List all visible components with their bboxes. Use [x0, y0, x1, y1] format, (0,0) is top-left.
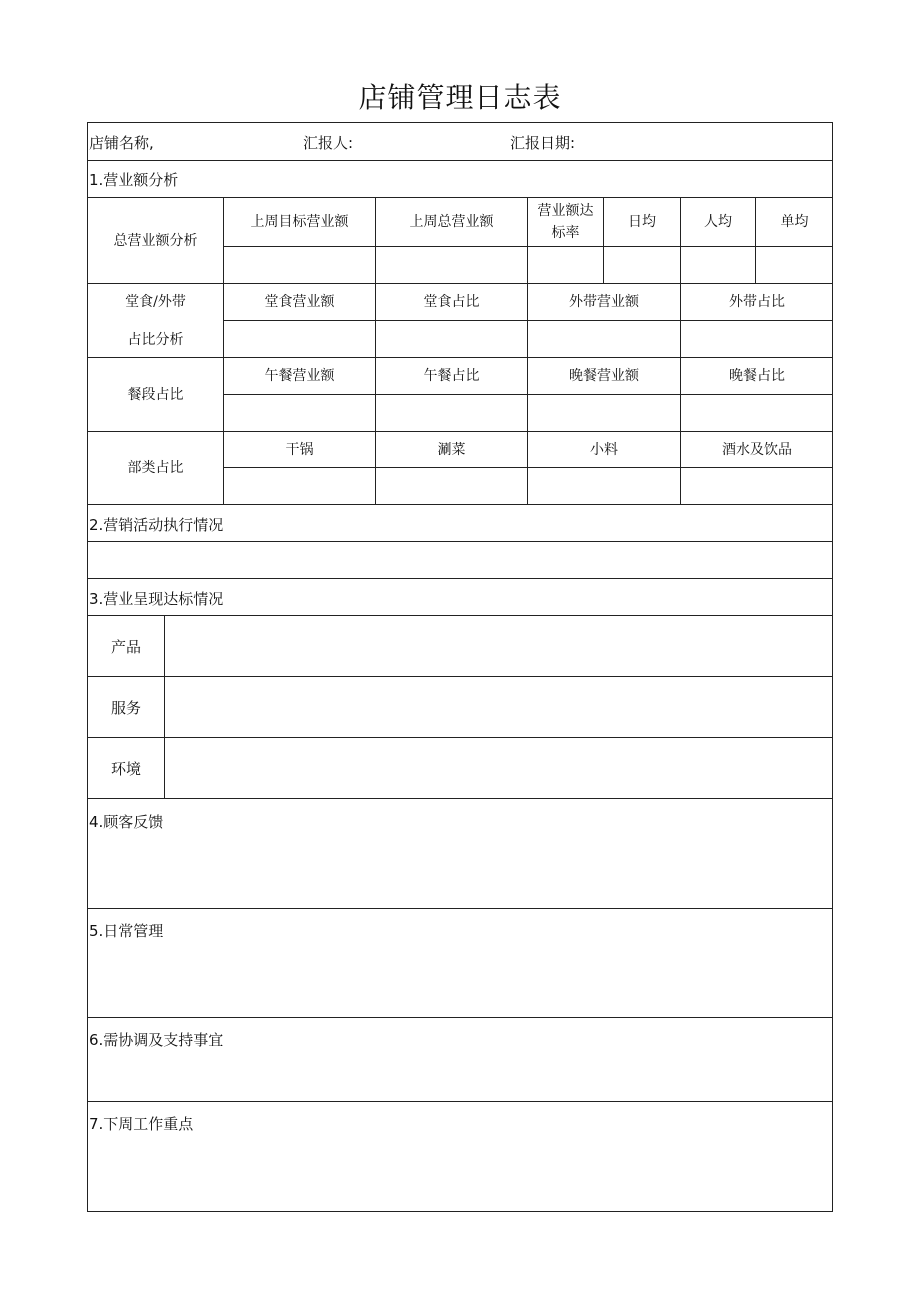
column-header: 晚餐营业额 [569, 368, 639, 384]
divider [87, 160, 833, 161]
divider [87, 1101, 833, 1102]
page-title: 店铺管理日志表 [358, 81, 562, 114]
column-header: 上周总营业额 [409, 214, 494, 230]
column-header: 上周目标营业额 [250, 214, 349, 230]
store-name-label: 店铺名称, [89, 134, 154, 152]
input-cell[interactable] [756, 247, 833, 283]
column-header: 午餐占比 [423, 368, 480, 384]
input-cell[interactable] [528, 247, 603, 283]
column-header: 外带营业额 [569, 294, 639, 310]
input-cell[interactable] [224, 247, 375, 283]
section-heading-standards: 3.营业呈现达标情况 [89, 590, 224, 608]
column-header: 人均 [704, 214, 732, 230]
column-header: 营业额达 标率 [537, 203, 594, 241]
dine-takeout-label-line2: 占比分析 [127, 332, 184, 348]
row-label-environment: 环境 [110, 759, 141, 778]
input-cell[interactable] [604, 247, 680, 283]
row-label-product: 产品 [110, 637, 141, 656]
divider [223, 394, 833, 395]
section-heading-feedback: 4.顾客反馈 [89, 813, 164, 831]
meal-period-label: 餐段占比 [127, 386, 184, 403]
category-label: 部类占比 [127, 460, 184, 476]
total-sales-label: 总营业额分析 [113, 232, 198, 249]
marketing-input-cell[interactable] [88, 542, 833, 578]
column-header: 酒水及饮品 [722, 441, 792, 458]
column-header: 堂食占比 [423, 294, 480, 310]
column-header: 晚餐占比 [729, 368, 785, 384]
divider [223, 467, 833, 468]
row-label-service: 服务 [110, 698, 141, 717]
service-input-cell[interactable] [165, 677, 833, 737]
column-header: 午餐营业额 [264, 368, 335, 384]
divider [87, 504, 833, 505]
input-cell[interactable] [681, 247, 755, 283]
section-heading-marketing: 2.营销活动执行情况 [89, 516, 224, 534]
column-header: 外带占比 [729, 294, 785, 310]
input-cell[interactable] [376, 247, 527, 283]
column-header: 单均 [780, 214, 809, 230]
report-date-label: 汇报日期: [510, 134, 576, 152]
divider [87, 908, 833, 909]
divider [223, 320, 833, 321]
column-header: 干锅 [285, 441, 314, 458]
column-header: 小料 [590, 441, 618, 458]
divider [87, 578, 833, 579]
section-heading-sales: 1.营业额分析 [89, 171, 179, 189]
column-header: 日均 [628, 214, 656, 230]
column-header: 堂食营业额 [264, 294, 335, 310]
environment-input-cell[interactable] [165, 738, 833, 798]
dine-takeout-label-line1: 堂食/外带 [125, 294, 186, 310]
column-header: 涮菜 [437, 441, 466, 458]
section-heading-daily-management: 5.日常管理 [89, 922, 164, 940]
product-input-cell[interactable] [165, 616, 833, 676]
divider [87, 798, 833, 799]
divider [87, 1017, 833, 1018]
section-heading-next-week: 7.下周工作重点 [89, 1115, 194, 1133]
section-heading-support: 6.需协调及支持事宜 [89, 1031, 224, 1049]
reporter-label: 汇报人: [303, 134, 354, 152]
